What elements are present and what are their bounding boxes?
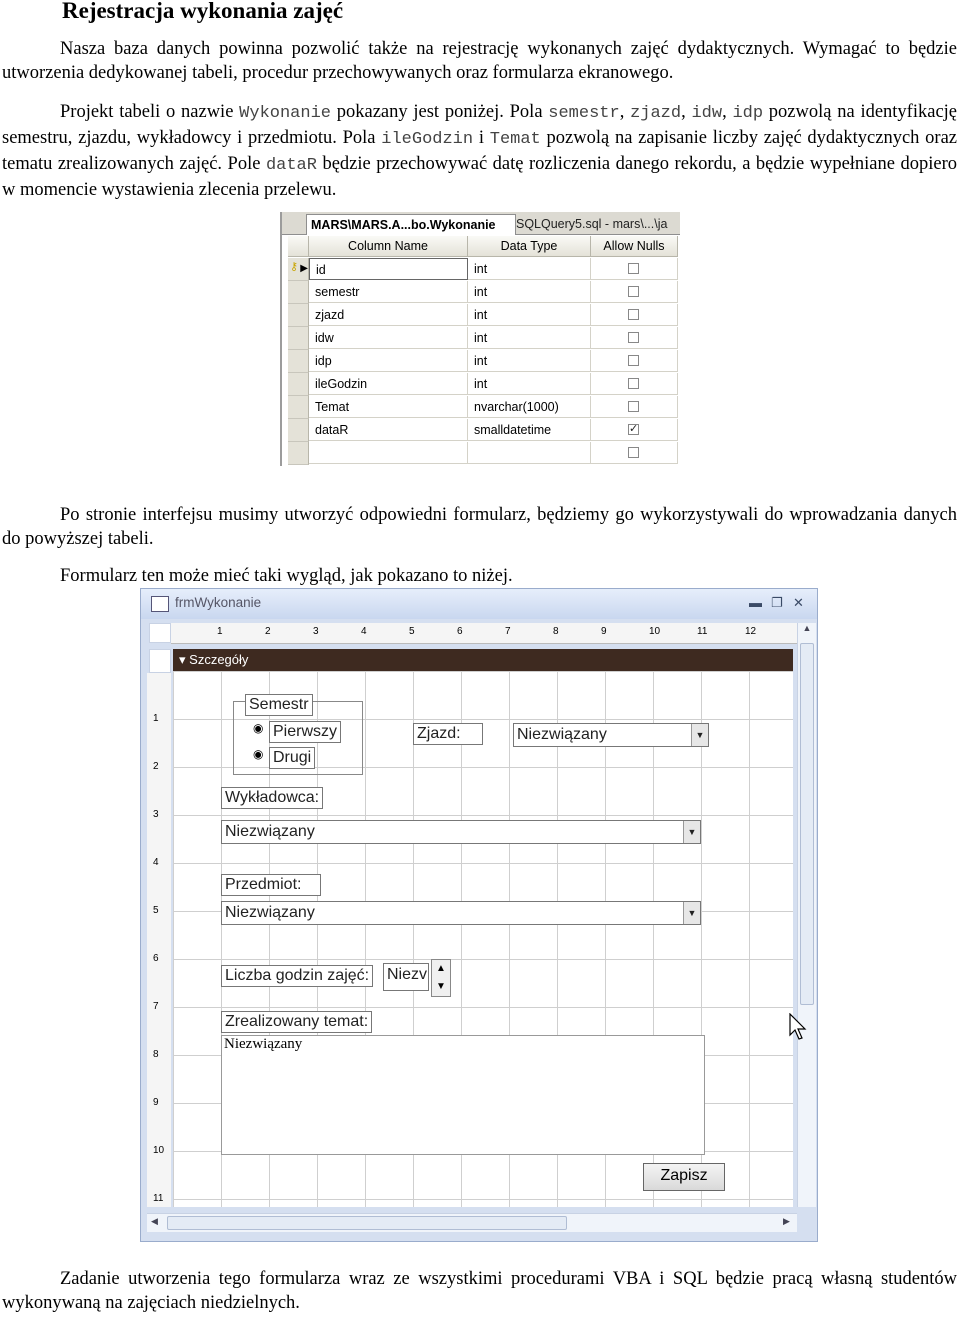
column-name-cell[interactable]: semestr <box>309 281 468 303</box>
primary-key-icon: ⚷ <box>290 261 299 273</box>
paragraph-form-intro-text: Formularz ten może mieć taki wygląd, jak pokazano to niżej. <box>60 566 513 586</box>
ruler-left-tick: 1 <box>153 713 159 724</box>
row-selector[interactable]: ▶ <box>288 258 309 281</box>
chevron-down-icon[interactable]: ▼ <box>683 902 700 924</box>
data-type-cell[interactable]: int <box>468 258 591 280</box>
row-selector[interactable] <box>288 442 309 465</box>
row-selector[interactable] <box>288 396 309 419</box>
form-title-bar <box>141 589 817 619</box>
godziny-label: Liczba godzin zajęć: <box>221 965 373 987</box>
horizontal-scroll-thumb[interactable] <box>167 1216 567 1230</box>
vertical-scrollbar[interactable] <box>797 623 816 1207</box>
code-zjazd: zjazd <box>630 104 682 123</box>
spin-down-icon[interactable]: ▼ <box>436 981 446 992</box>
ruler-top-tick: 8 <box>553 626 559 637</box>
column-name-cell[interactable]: Temat <box>309 396 468 418</box>
zjazd-combo[interactable]: Niezwiązany ▼ <box>513 723 709 747</box>
ruler-top-tick: 1 <box>217 626 223 637</box>
ruler-corner <box>149 623 171 643</box>
minimize-icon[interactable]: ▬ <box>749 595 762 610</box>
ruler-left-tick: 10 <box>153 1145 165 1156</box>
data-type-cell[interactable]: nvarchar(1000) <box>468 396 591 418</box>
ruler-left-tick: 4 <box>153 857 159 868</box>
code-wykonanie: Wykonanie <box>239 104 331 123</box>
code-semestr: semestr <box>548 104 620 123</box>
code-temat: Temat <box>489 130 541 149</box>
data-type-cell[interactable]: int <box>468 327 591 349</box>
data-type-cell[interactable]: smalldatetime <box>468 419 591 441</box>
ruler-top-tick: 6 <box>457 626 463 637</box>
paragraph-assignment <box>2 1267 957 1315</box>
ruler-top-tick: 3 <box>313 626 319 637</box>
paragraph-intro-text: Nasza baza danych powinna pozwolić także na rejestrację wykonanych zajęć dydaktycznych. Wymagać to będzie utworzenia dedykowanej tabeli, procedur przechowywanych oraz formularza ekranowego. <box>2 39 957 83</box>
allow-nulls-checkbox[interactable] <box>628 263 639 274</box>
zjazd-label: Zjazd: <box>413 723 483 745</box>
scroll-up-icon[interactable]: ▲ <box>802 623 812 633</box>
allow-nulls-checkbox[interactable] <box>628 286 639 297</box>
ruler-left-tick: 5 <box>153 905 159 916</box>
column-name-cell[interactable]: dataR <box>309 419 468 441</box>
data-type-cell[interactable]: int <box>468 350 591 372</box>
design-grid[interactable] <box>173 671 793 1207</box>
section-label: Szczegóły <box>189 652 249 667</box>
section-selector[interactable] <box>149 649 171 673</box>
mouse-cursor-icon <box>789 1013 807 1041</box>
page-title: Rejestracja wykonania zajęć <box>62 0 344 23</box>
close-icon[interactable]: ✕ <box>793 595 804 610</box>
przedmiot-label: Przedmiot: <box>221 874 321 896</box>
row-selector[interactable] <box>288 350 309 373</box>
code-datar: dataR <box>265 156 317 175</box>
wykladowca-label: Wykładowca: <box>221 787 323 809</box>
code-idw: idw <box>691 104 723 123</box>
ruler-top-tick: 12 <box>745 626 757 637</box>
paragraph-form-intro <box>2 564 957 588</box>
chevron-down-icon[interactable]: ▼ <box>691 724 708 746</box>
godziny-spinner[interactable] <box>431 959 451 997</box>
ruler-top-tick: 11 <box>697 626 708 637</box>
section-arrow-icon: ▾ <box>179 652 186 667</box>
paragraph-assignment-text: Zadanie utworzenia tego formularza wraz ze wszystkimi procedurami VBA i SQL będzie pracą własną studentów wykonywaną na zajęciach niedzielnych. <box>2 1269 957 1313</box>
row-selector[interactable] <box>288 373 309 396</box>
ruler-left <box>147 673 171 1207</box>
spin-up-icon[interactable]: ▲ <box>436 963 446 974</box>
allow-nulls-checkbox[interactable] <box>628 401 639 412</box>
column-name-cell[interactable]: idp <box>309 350 468 372</box>
column-name-cell[interactable] <box>309 442 468 464</box>
ruler-left-tick: 9 <box>153 1097 159 1108</box>
code-idp: idp <box>732 104 764 123</box>
przedmiot-combo[interactable]: Niezwiązany ▼ <box>221 901 701 925</box>
ruler-top <box>171 623 797 644</box>
form-designer-screenshot <box>140 588 818 1242</box>
temat-textarea[interactable]: Niezwiązany <box>221 1035 705 1155</box>
data-type-cell[interactable]: int <box>468 373 591 395</box>
header-allow-nulls: Allow Nulls <box>591 236 678 257</box>
designer-tabs <box>282 212 680 235</box>
wykladowca-combo[interactable]: Niezwiązany ▼ <box>221 820 701 844</box>
ruler-left-tick: 2 <box>153 761 159 772</box>
tab-sqlquery[interactable]: SQLQuery5.sql - mars\...\ja <box>516 217 668 231</box>
column-name-cell[interactable]: zjazd <box>309 304 468 326</box>
data-type-cell[interactable]: int <box>468 281 591 303</box>
allow-nulls-checkbox[interactable] <box>628 447 639 458</box>
godziny-input[interactable]: Niezv <box>383 963 429 991</box>
ruler-top-tick: 5 <box>409 626 415 637</box>
column-name-cell[interactable]: ileGodzin <box>309 373 468 395</box>
ruler-left-tick: 6 <box>153 953 159 964</box>
allow-nulls-checkbox[interactable] <box>628 355 639 366</box>
paragraph-interface <box>2 503 957 551</box>
ruler-top-tick: 10 <box>649 626 661 637</box>
column-name-cell[interactable]: idw <box>309 327 468 349</box>
data-type-cell[interactable] <box>468 442 591 464</box>
maximize-icon[interactable]: ❐ <box>771 595 783 610</box>
data-type-cell[interactable]: int <box>468 304 591 326</box>
allow-nulls-checkbox[interactable] <box>628 309 639 320</box>
ruler-top-tick: 9 <box>601 626 607 637</box>
chevron-down-icon[interactable]: ▼ <box>683 821 700 843</box>
ruler-left-tick: 8 <box>153 1049 159 1060</box>
row-selector[interactable] <box>288 281 309 304</box>
ruler-top-tick: 2 <box>265 626 271 637</box>
allow-nulls-checkbox[interactable] <box>628 332 639 343</box>
scroll-left-icon[interactable]: ◀ <box>151 1216 158 1226</box>
zapisz-button[interactable]: Zapisz <box>643 1163 725 1191</box>
ruler-top-tick: 7 <box>505 626 511 637</box>
paragraph-intro <box>2 37 957 85</box>
header-data-type: Data Type <box>468 236 591 257</box>
ruler-left-tick: 7 <box>153 1001 159 1012</box>
allow-nulls-checkbox[interactable] <box>628 378 639 389</box>
paragraph-table-desc: Projekt tabeli o nazwie Wykonanie pokazany jest poniżej. Pola semestr, zjazd, idw, idp pozwolą na identyfikację semestru, zjazdu, wykładowcy i przedmiotu. Pola ileGodzin i Temat pozwolą na zapisanie liczby zajęć dydaktycznych oraz tematu zrealizowanych zajęć. Pole dataR będzie przechowywać datę rozliczenia danego rekordu, a będzie wypełniane dopiero w momencie wystawienia zlecenia przelewu. <box>2 102 958 200</box>
table-designer-screenshot <box>280 212 680 466</box>
temat-label: Zrealizowany temat: <box>221 1011 372 1033</box>
ruler-top-tick: 4 <box>361 626 367 637</box>
radio-pierwszy-icon[interactable]: ◉ <box>253 721 264 735</box>
header-column-name: Column Name <box>309 236 468 257</box>
scroll-right-icon[interactable]: ▶ <box>783 1216 790 1226</box>
column-name-cell[interactable]: id <box>309 258 468 280</box>
radio-drugi-icon[interactable]: ◉ <box>253 747 264 761</box>
row-selector[interactable] <box>288 419 309 442</box>
opt-pierwszy-label: Pierwszy <box>269 721 341 743</box>
semestr-label: Semestr <box>245 694 313 716</box>
row-selector-header <box>288 236 309 257</box>
form-icon <box>151 596 169 612</box>
allow-nulls-checkbox[interactable]: ✓ <box>629 423 639 435</box>
ruler-left-tick: 11 <box>153 1193 164 1204</box>
tab-wykonanie[interactable]: MARS\MARS.A...bo.Wykonanie <box>306 214 516 235</box>
section-bar[interactable] <box>173 649 793 671</box>
row-selector[interactable] <box>288 327 309 350</box>
paragraph-interface-text: Po stronie interfejsu musimy utworzyć odpowiedni formularz, będziemy go wykorzystywali do wprowadzania danych do powyższej tabeli. <box>2 505 957 549</box>
horizontal-scrollbar[interactable] <box>147 1213 797 1232</box>
vertical-scroll-thumb[interactable] <box>800 643 814 1005</box>
code-ilegodzin: ileGodzin <box>381 130 474 149</box>
row-selector[interactable] <box>288 304 309 327</box>
form-title: frmWykonanie <box>175 595 262 610</box>
ruler-left-tick: 3 <box>153 809 159 820</box>
opt-drugi-label: Drugi <box>269 747 315 769</box>
